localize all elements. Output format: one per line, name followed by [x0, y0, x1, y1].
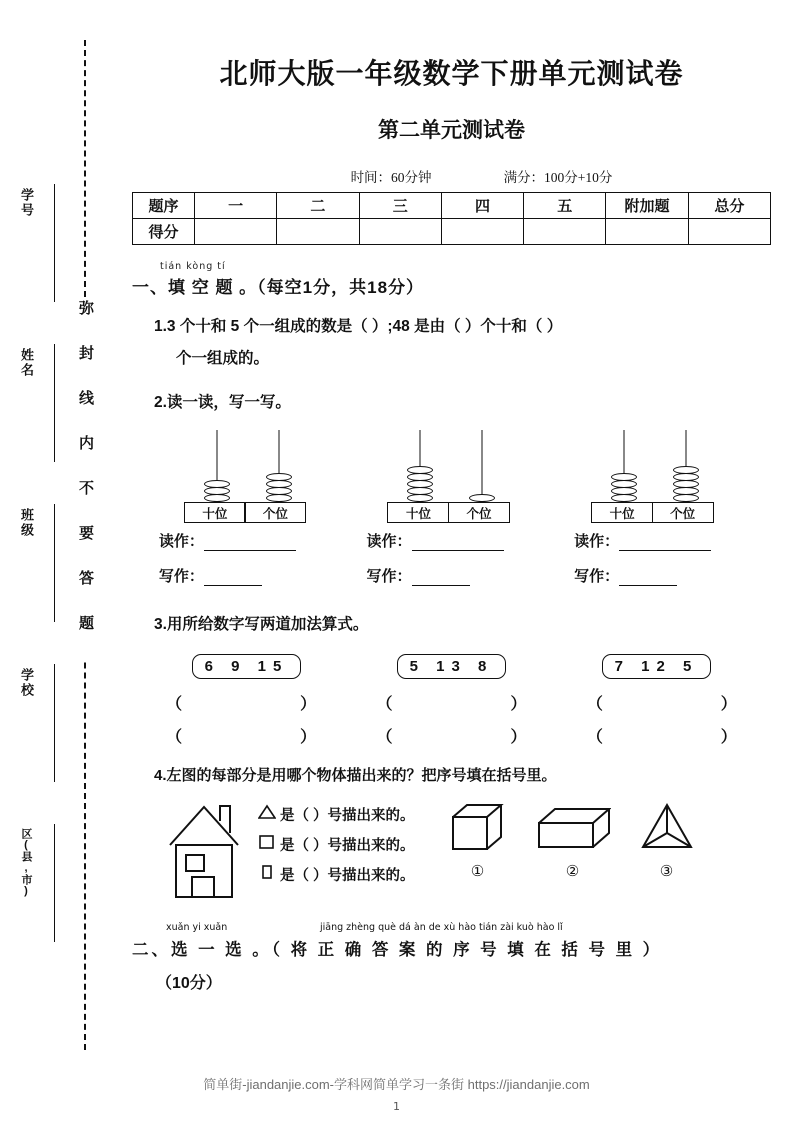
seal-field-list — [18, 180, 74, 990]
read-write-col-3 — [574, 530, 744, 600]
exam-full-score: 满分：100分+10分 — [503, 170, 613, 185]
question-1-line-1: 1.3 个十和 5 个一组成的数是（ ）;48 是由（ ）个十和（ ） — [154, 318, 563, 335]
answer-paren-3b[interactable] — [587, 724, 737, 747]
seal-field-label: 班级 — [19, 508, 34, 538]
question-4-statements — [258, 801, 415, 891]
seal-field-label: 区(县,市) — [20, 828, 32, 897]
read-answer-blank[interactable] — [412, 537, 504, 551]
place-label-ones: 个位 — [244, 502, 306, 523]
solid-label-2: ② — [565, 862, 580, 880]
house-figure-icon — [162, 801, 246, 906]
solid-pyramid — [639, 801, 695, 880]
read-line-2 — [366, 530, 536, 551]
answer-paren-2a[interactable] — [376, 691, 526, 714]
place-label-tens: 十位 — [591, 502, 653, 523]
exam-meta — [132, 166, 771, 186]
col-header-2: 二 — [277, 193, 359, 219]
abacus-bead — [673, 494, 699, 502]
solid-shapes-group — [449, 801, 695, 880]
paren-close: ） — [510, 729, 527, 746]
abacus-rods — [184, 430, 312, 502]
paren-close: ） — [300, 696, 317, 713]
seal-field-label: 学号 — [19, 188, 34, 218]
cuboid-icon — [535, 801, 611, 855]
triangle-icon — [258, 801, 276, 831]
statement-text: 是（ ）号描出来的。 — [280, 808, 415, 824]
pyramid-icon — [639, 801, 695, 855]
abacus-rod-ones — [655, 430, 717, 502]
paren-close: ） — [510, 696, 527, 713]
question-3-text: 3.用所给数字写两道加法算式。 — [154, 616, 369, 633]
abacus-1 — [184, 430, 312, 520]
col-header-bonus: 附加题 — [606, 193, 688, 219]
table-row-question-no — [133, 193, 771, 219]
paren-open: （ — [166, 696, 183, 713]
read-write-col-2 — [366, 530, 536, 600]
bead-stack-ones — [266, 474, 292, 502]
paren-open: （ — [376, 729, 393, 746]
section-2-score: （10分） — [156, 975, 222, 992]
question-4-statement-square — [258, 831, 415, 861]
col-header-total: 总分 — [688, 193, 770, 219]
read-line-1 — [159, 530, 329, 551]
bead-stack-tens — [204, 481, 230, 502]
answer-paren-1a[interactable] — [166, 691, 316, 714]
read-answer-blank[interactable] — [619, 537, 711, 551]
col-header-4: 四 — [441, 193, 523, 219]
read-write-group — [132, 530, 771, 600]
paren-open: （ — [586, 696, 603, 713]
number-pill-1: 6 9 15 — [192, 654, 302, 679]
write-label: 写作： — [574, 568, 620, 585]
watermark: 简单街-jiandanjie.com-学科网简单学习一条街 https://jiandanjie.com — [203, 1077, 590, 1092]
question-1-line-2: 个一组成的。 — [176, 350, 270, 367]
read-label: 读作： — [158, 533, 204, 550]
row-label-score: 得分 — [133, 219, 195, 245]
number-pill-2: 5 13 8 — [397, 654, 507, 679]
abacus-rod-ones — [451, 430, 513, 502]
row-label-question-no: 题序 — [133, 193, 195, 219]
seal-field-rule — [54, 504, 55, 622]
seal-field-name — [18, 340, 74, 500]
number-pill-3: 7 12 5 — [602, 654, 712, 679]
col-header-1: 一 — [195, 193, 277, 219]
paren-close: ） — [300, 729, 317, 746]
abacus-rod-tens — [186, 430, 248, 502]
section-2-pinyin-left: xuǎn yi xuǎn — [166, 922, 228, 933]
page-number: 1 — [393, 1100, 400, 1113]
seal-margin — [0, 0, 110, 1121]
question-4-body — [132, 801, 771, 906]
abacus-rods — [387, 430, 515, 502]
number-pill-group — [132, 654, 771, 679]
score-cell-4[interactable] — [441, 219, 523, 245]
solid-cube — [449, 801, 507, 880]
place-value-bar — [184, 502, 312, 523]
paren-close: ） — [720, 729, 737, 746]
rod-wire — [482, 430, 483, 502]
write-line-2 — [366, 565, 536, 586]
answer-paren-3a[interactable] — [587, 691, 737, 714]
page-title: 北师大版一年级数学下册单元测试卷 — [219, 58, 684, 89]
abacus-2 — [387, 430, 515, 520]
cube-icon — [449, 801, 507, 855]
place-value-bar — [591, 502, 719, 523]
score-cell-1[interactable] — [195, 219, 277, 245]
col-header-5: 五 — [524, 193, 606, 219]
seal-field-school — [18, 660, 74, 820]
answer-paren-row-1 — [132, 691, 771, 714]
seal-field-rule — [54, 824, 55, 942]
question-4-statement-rectangle — [258, 861, 415, 891]
paren-open: （ — [166, 729, 183, 746]
question-4-statement-triangle — [258, 801, 415, 831]
seal-field-rule — [54, 664, 55, 782]
score-table — [132, 192, 771, 245]
read-write-col-1 — [159, 530, 329, 600]
solid-label-1: ① — [470, 862, 485, 880]
abacus-rod-ones — [248, 430, 310, 502]
read-label: 读作： — [366, 533, 412, 550]
abacus-3 — [591, 430, 719, 520]
score-cell-5[interactable] — [524, 219, 606, 245]
abacus-group — [132, 430, 771, 520]
paren-close: ） — [720, 696, 737, 713]
read-label: 读作： — [574, 533, 620, 550]
square-icon — [258, 831, 276, 861]
answer-paren-1b[interactable] — [166, 724, 316, 747]
section-2-header — [132, 922, 771, 993]
seal-field-class — [18, 500, 74, 660]
answer-paren-row-2 — [132, 724, 771, 747]
write-line-3 — [574, 565, 744, 586]
write-label: 写作： — [366, 568, 412, 585]
solid-label-3: ③ — [659, 862, 674, 880]
score-cell-2[interactable] — [277, 219, 359, 245]
bead-stack-ones — [673, 467, 699, 502]
abacus-bead — [469, 494, 495, 502]
statement-text: 是（ ）号描出来的。 — [280, 838, 415, 854]
bead-stack-ones — [469, 495, 495, 502]
score-cell-total[interactable] — [688, 219, 770, 245]
answer-paren-2b[interactable] — [376, 724, 526, 747]
table-row-score — [133, 219, 771, 245]
abacus-bead — [204, 494, 230, 502]
write-answer-blank[interactable] — [619, 572, 677, 586]
seal-field-district — [18, 820, 74, 980]
read-line-3 — [574, 530, 744, 551]
abacus-rod-tens — [593, 430, 655, 502]
seal-field-label: 姓名 — [19, 348, 34, 378]
question-2-text: 2.读一读，写一写。 — [154, 394, 291, 411]
col-header-3: 三 — [359, 193, 441, 219]
write-label: 写作： — [158, 568, 204, 585]
rectangle-icon — [258, 861, 276, 891]
place-label-tens: 十位 — [184, 502, 246, 523]
abacus-bead — [611, 494, 637, 502]
place-label-ones: 个位 — [448, 502, 510, 523]
page-subtitle: 第二单元测试卷 — [378, 119, 525, 142]
place-label-ones: 个位 — [652, 502, 714, 523]
abacus-rods — [591, 430, 719, 502]
section-2-title: 二、选 一 选 。（ 将 正 确 答 案 的 序 号 填 在 括 号 里 ） — [132, 941, 663, 959]
seal-field-rule — [54, 184, 55, 302]
seal-field-rule — [54, 344, 55, 462]
section-2-pinyin-right: jiāng zhèng què dá àn de xù hào tián zài kuò hào lǐ — [320, 922, 563, 933]
write-answer-blank[interactable] — [204, 572, 262, 586]
place-label-tens: 十位 — [387, 502, 449, 523]
score-cell-bonus[interactable] — [606, 219, 688, 245]
seal-field-student-id — [18, 180, 74, 340]
write-answer-blank[interactable] — [412, 572, 470, 586]
score-cell-3[interactable] — [359, 219, 441, 245]
seal-field-label: 学校 — [19, 668, 34, 698]
write-line-1 — [159, 565, 329, 586]
abacus-bead — [407, 494, 433, 502]
place-value-bar — [387, 502, 515, 523]
abacus-rod-tens — [389, 430, 451, 502]
section-1-header — [132, 261, 771, 298]
section-1-title: 一、填 空 题 。（每空1分，共18分） — [132, 278, 425, 297]
paren-open: （ — [376, 696, 393, 713]
exam-time: 时间：60分钟 — [350, 170, 432, 185]
section-1-pinyin: tián kòng tí — [160, 261, 226, 272]
seal-line-text: 弥封线内不要答题 — [72, 300, 98, 660]
bead-stack-tens — [407, 467, 433, 502]
statement-text: 是（ ）号描出来的。 — [280, 868, 415, 884]
solid-cuboid — [535, 801, 611, 880]
abacus-bead — [266, 494, 292, 502]
bead-stack-tens — [611, 474, 637, 502]
question-4-text: 4.左图的每部分是用哪个物体描出来的？把序号填在括号里。 — [154, 767, 557, 784]
paren-open: （ — [586, 729, 603, 746]
test-paper-sheet — [110, 0, 793, 1121]
read-answer-blank[interactable] — [204, 537, 296, 551]
